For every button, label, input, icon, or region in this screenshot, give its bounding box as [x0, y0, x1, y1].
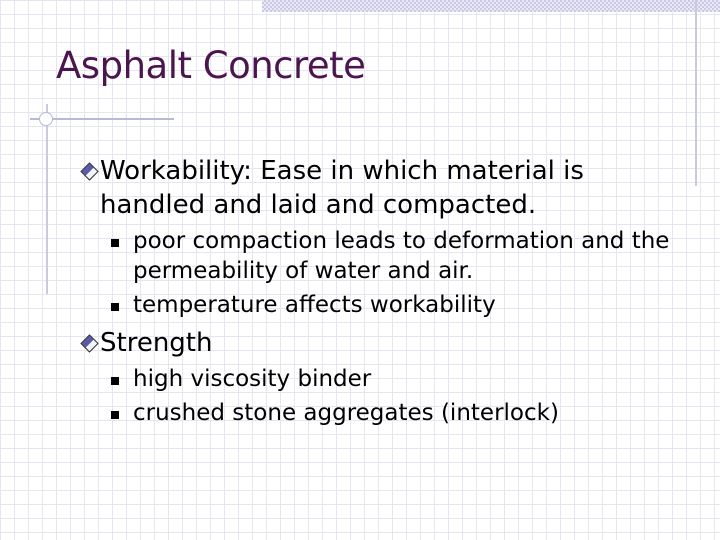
sub-bullet-compaction [111, 226, 678, 286]
square-bullet-icon [111, 377, 119, 385]
bullet-text: Strength [100, 328, 213, 358]
bullet-text: Workability: Ease in which material is handled and laid and compacted. [100, 156, 584, 220]
right-vertical-rule [695, 0, 697, 186]
sub-bullet-aggregates [111, 398, 678, 428]
sub-bullet-text: poor compaction leads to deformation and the permeability of water and air. [133, 228, 670, 284]
sub-bullet-text: crushed stone aggregates (interlock) [133, 400, 559, 426]
sub-bullet-binder [111, 364, 678, 394]
square-bullet-icon [111, 239, 119, 247]
left-vertical-rule [46, 104, 48, 294]
square-bullet-icon [111, 303, 119, 311]
slide-body [78, 154, 678, 428]
sub-bullet-temperature [111, 290, 678, 320]
slide-title: Asphalt Concrete [56, 44, 366, 87]
sub-bullet-text: high viscosity binder [133, 366, 372, 392]
bullet-strength [78, 326, 678, 360]
diamond-bullet-icon [80, 162, 98, 180]
title-circle-marker [39, 112, 53, 126]
top-decorative-band [262, 0, 720, 12]
diamond-bullet-icon [80, 334, 98, 352]
sub-bullet-text: temperature affects workability [133, 292, 496, 318]
bullet-workability [78, 154, 678, 222]
square-bullet-icon [111, 411, 119, 419]
